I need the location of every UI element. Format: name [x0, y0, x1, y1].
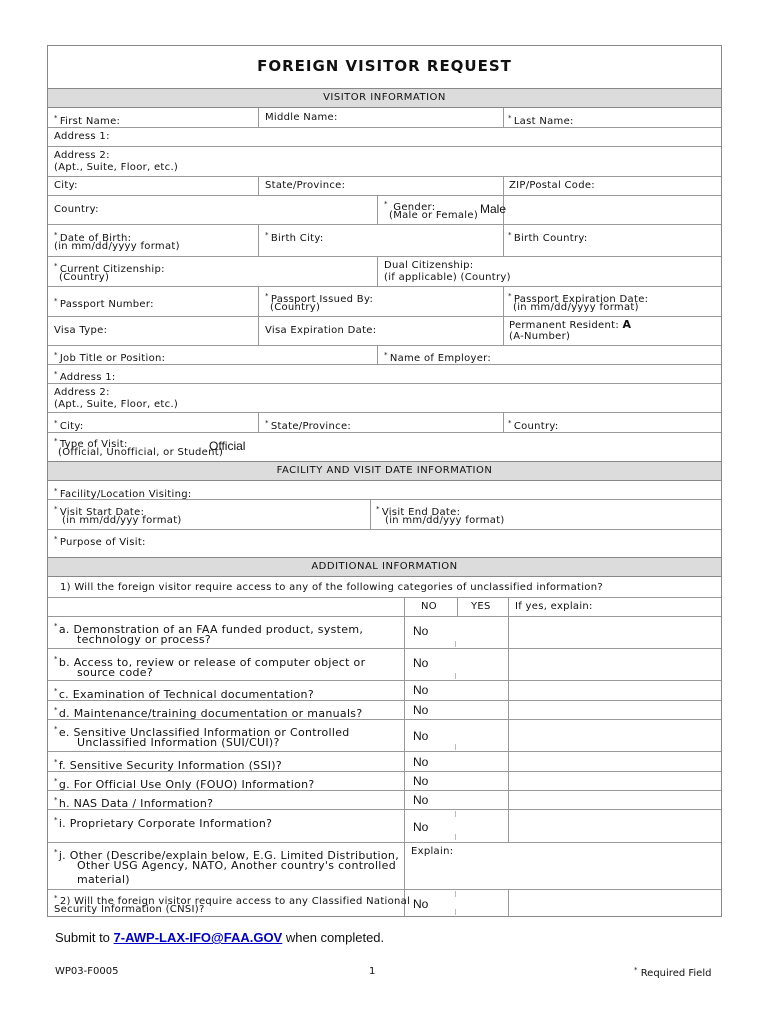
- required-note: * Required Field: [634, 966, 712, 979]
- answer-b[interactable]: No: [413, 656, 429, 670]
- passport-issued-label: * Passport Issued By:: [265, 292, 374, 305]
- visit-type-value[interactable]: Official: [209, 439, 246, 453]
- section-facility-header: FACILITY AND VISIT DATE INFORMATION: [48, 461, 721, 481]
- visit-end-hint: (in mm/dd/yyy format): [385, 515, 505, 526]
- zip-label: ZIP/Postal Code:: [509, 180, 595, 191]
- answer-f[interactable]: No: [413, 755, 429, 769]
- emp-address2-label: Address 2:: [54, 387, 110, 398]
- employer-label: * Name of Employer:: [384, 351, 492, 364]
- visa-exp-label: Visa Expiration Date:: [265, 325, 377, 336]
- col-explain: If yes, explain:: [515, 601, 593, 612]
- last-name-label: * Last Name:: [508, 114, 574, 127]
- form-title: FOREIGN VISITOR REQUEST: [257, 57, 512, 75]
- section-additional-header: ADDITIONAL INFORMATION: [48, 557, 721, 577]
- answer-q2[interactable]: No: [413, 897, 429, 911]
- item-f: *f. Sensitive Security Information (SSI)?: [54, 758, 282, 772]
- dual-citizenship-hint: (if applicable) (Country): [384, 272, 511, 283]
- section-visitor-header: VISITOR INFORMATION: [48, 88, 721, 108]
- question-2: * 2) Will the foreign visitor require access to any Classified National: [54, 894, 411, 907]
- purpose-label: * Purpose of Visit:: [54, 535, 146, 548]
- dob-hint: (in mm/dd/yyyy format): [54, 241, 180, 252]
- answer-e[interactable]: No: [413, 729, 429, 743]
- answer-i[interactable]: No: [413, 820, 429, 834]
- first-name-label: * First Name:: [54, 114, 121, 127]
- item-h: *h. NAS Data / Information?: [54, 796, 214, 810]
- emp-state-label: * State/Province:: [265, 419, 352, 432]
- visit-type-label: * Type of Visit:: [54, 437, 128, 450]
- question-2-cont: Security Information (CNSI)?: [54, 904, 205, 915]
- visit-end-label: * Visit End Date:: [376, 505, 461, 518]
- passport-issued-hint: (Country): [270, 302, 321, 313]
- birth-city-label: * Birth City:: [265, 231, 324, 244]
- answer-g[interactable]: No: [413, 774, 429, 788]
- item-i: *i. Proprietary Corporate Information?: [54, 816, 273, 830]
- visa-type-label: Visa Type:: [54, 325, 108, 336]
- passport-number-label: * Passport Number:: [54, 297, 154, 310]
- emp-address2-hint: (Apt., Suite, Floor, etc.): [54, 399, 179, 410]
- col-no: NO: [421, 601, 437, 612]
- middle-name-label: Middle Name:: [265, 112, 338, 123]
- item-e-cont: Unclassified Information (SUI/CUI)?: [77, 736, 280, 749]
- gender-label: * Gender:: [384, 200, 436, 213]
- page-number: 1: [369, 966, 376, 977]
- item-j-cont: Other USG Agency, NATO, Another country's controlled: [77, 859, 397, 872]
- answer-d[interactable]: No: [413, 703, 429, 717]
- dob-label: * Date of Birth:: [54, 231, 132, 244]
- gender-hint: (Male or Female): [389, 210, 479, 221]
- col-yes: YES: [471, 601, 491, 612]
- passport-exp-label: * Passport Expiration Date:: [508, 292, 649, 305]
- birth-country-label: * Birth Country:: [508, 231, 588, 244]
- item-j: *j. Other (Describe/explain below, E.G. Limited Distribution,: [54, 848, 399, 862]
- question-1: 1) Will the foreign visitor require access to any of the following categories of unclassified information?: [60, 582, 603, 593]
- state-label: State/Province:: [265, 180, 346, 191]
- visit-type-hint: (Official, Unofficial, or Student): [58, 447, 224, 458]
- answer-a[interactable]: No: [413, 624, 429, 638]
- country-label: Country:: [54, 204, 99, 215]
- address2-hint: (Apt., Suite, Floor, etc.): [54, 162, 179, 173]
- emp-address1-label: * Address 1:: [54, 370, 116, 383]
- item-j-cont2: material): [77, 873, 130, 886]
- citizenship-hint: (Country): [59, 272, 110, 283]
- item-d: *d. Maintenance/training documentation or manuals?: [54, 706, 363, 720]
- item-c: *c. Examination of Technical documentation?: [54, 687, 314, 701]
- item-g: *g. For Official Use Only (FOUO) Information?: [54, 777, 315, 791]
- item-b-cont: source code?: [77, 666, 153, 679]
- perm-res-hint: (A-Number): [509, 331, 571, 342]
- explain-label: Explain:: [411, 846, 454, 857]
- submit-instructions: Submit to 7-AWP-LAX-IFO@FAA.GOV when completed.: [55, 930, 385, 945]
- form-id: WP03-F0005: [55, 966, 119, 977]
- item-b: *b. Access to, review or release of computer object or: [54, 655, 366, 669]
- dual-citizenship-label: Dual Citizenship:: [384, 260, 474, 271]
- city-label: City:: [54, 180, 78, 191]
- passport-exp-hint: (in mm/dd/yyyy format): [513, 302, 639, 313]
- address1-label: Address 1:: [54, 131, 110, 142]
- item-a: *a. Demonstration of an FAA funded product, system,: [54, 622, 364, 636]
- emp-country-label: * Country:: [508, 419, 559, 432]
- item-a-cont: technology or process?: [77, 633, 212, 646]
- item-e: *e. Sensitive Unclassified Information or Controlled: [54, 725, 350, 739]
- facility-label: * Facility/Location Visiting:: [54, 487, 192, 500]
- address2-label: Address 2:: [54, 150, 110, 161]
- answer-c[interactable]: No: [413, 683, 429, 697]
- perm-res-label: Permanent Resident: A: [509, 318, 632, 331]
- gender-value[interactable]: Male: [480, 202, 507, 216]
- citizenship-label: * Current Citizenship:: [54, 262, 165, 275]
- answer-h[interactable]: No: [413, 793, 429, 807]
- job-title-label: * Job Title or Position:: [54, 351, 166, 364]
- visit-start-hint: (in mm/dd/yyy format): [62, 515, 182, 526]
- visit-start-label: * Visit Start Date:: [54, 505, 145, 518]
- emp-city-label: * City:: [54, 419, 84, 432]
- submit-email-link[interactable]: 7-AWP-LAX-IFO@FAA.GOV: [113, 930, 283, 945]
